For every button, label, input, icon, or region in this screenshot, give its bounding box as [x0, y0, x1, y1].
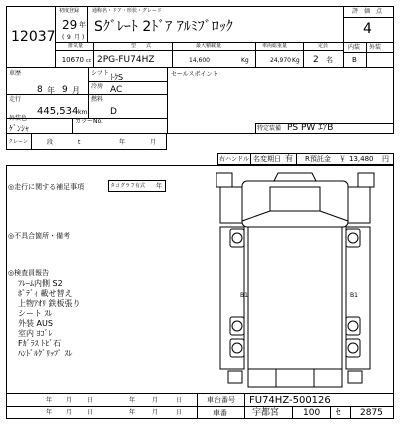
year-unit: 年 [79, 21, 86, 29]
footer-vdiv [197, 394, 198, 419]
report-line: ﾎﾞﾃﾞｨ 載せ替え [18, 289, 73, 298]
inspection-month-unit: 月 [72, 86, 80, 95]
model-value: 2PG-FU74HZ [97, 55, 155, 65]
mileage-label: 走行 [9, 96, 22, 103]
ac-label: 冷房 [91, 83, 104, 90]
crane-vdiv [31, 134, 32, 150]
item1-label: ◎走行に関する補足事項 [8, 183, 85, 191]
recycle-value: 13,480 [349, 155, 374, 163]
max-load-unit: Kg [241, 57, 249, 64]
month-paren-close: ) [82, 34, 85, 41]
grade-text: Sｸﾞﾚｰﾄ 2ﾄﾞｱ ｱﾙﾐﾌﾞﾛｯｸ [94, 19, 233, 35]
exterior-label: 外装 [369, 44, 382, 51]
month-unit: 月 [74, 34, 81, 41]
number-vdiv-3 [350, 406, 351, 419]
damage-mark-b1-left: B1 [240, 292, 248, 299]
number-label: 車番 [213, 409, 227, 417]
model-label: 型 式 [131, 43, 152, 49]
footer-date: 月 [152, 409, 159, 416]
spec-row-mid [56, 50, 343, 51]
footer-date: 日 [176, 397, 183, 404]
month-value: 9 [67, 34, 71, 41]
ext-color-value: ｹﾞﾝｼｬ [9, 124, 29, 133]
year-cell [56, 6, 88, 42]
spec-vdiv-3 [255, 42, 256, 68]
number-vdiv-2 [330, 406, 331, 419]
crane-dan: 段 [47, 139, 54, 146]
inspection-year-unit: 年 [47, 86, 55, 95]
handle-vdiv-2 [296, 153, 297, 165]
item2-label: ◎不具合箇所・備考 [8, 232, 71, 240]
report-line: 外装 AUS [18, 319, 53, 328]
shift-label: シフト [91, 70, 110, 77]
score-cell [343, 6, 394, 68]
gross-weight-label: 車両総重量 [262, 43, 288, 49]
month-paren-open: ( [62, 34, 65, 41]
model-year-label: 初度登録 [59, 8, 80, 14]
handle-label: 右ハンドル [219, 156, 250, 163]
chassis-label: 車台番号 [207, 396, 235, 404]
fuel-value: D [110, 107, 117, 117]
windshield [270, 187, 320, 211]
report-list [18, 279, 81, 358]
seats-unit: 名 [326, 56, 333, 64]
cab-outline [242, 181, 348, 227]
max-load-value: 14,600 [189, 57, 210, 64]
footer-date: 月 [66, 397, 73, 404]
footer-date: 月 [66, 409, 73, 416]
mileage-value: 445,534 [37, 106, 79, 117]
mileage-divider [6, 94, 167, 95]
damage-mark-b1-right: B1 [350, 292, 358, 299]
score-divider-2 [343, 42, 394, 43]
fuel-vdiv [88, 94, 89, 118]
recycle-yen: ￥ [339, 155, 346, 163]
inspection-label: 車歴 [9, 70, 22, 77]
sales-point-label: セールスポイント [171, 71, 219, 78]
equipment-label: 特定装備 [257, 125, 282, 132]
crane-month: 月 [150, 139, 157, 146]
chassis-value: FU74HZ-500126 [249, 395, 331, 406]
info-vdiv [167, 68, 168, 134]
inspection-year: 8 [37, 85, 43, 95]
footer-date: 月 [152, 397, 159, 404]
nameplate-value: 有 [285, 154, 293, 163]
number-region: 宇都宮 [252, 408, 280, 418]
year-value: 29 [62, 18, 78, 32]
recycle-unit: 円 [382, 155, 389, 163]
score-vdiv [366, 42, 367, 68]
left-cab [220, 187, 242, 223]
spec-vdiv-2 [172, 42, 173, 68]
footer-date: 日 [87, 409, 94, 416]
ac-value: AC [110, 85, 123, 95]
number-digits: 2875 [360, 408, 383, 418]
interior-label: 内装 [348, 44, 361, 51]
tacho-unit: 年 [156, 183, 163, 190]
report-line: ﾊﾝﾄﾞﾙｸﾞﾘｯﾌﾟ ｽﾚ [18, 349, 73, 358]
equipment-value: PS PW ｴｱB [287, 123, 334, 133]
max-load-label: 最大積載量 [196, 43, 222, 49]
footer-date: 日 [176, 409, 183, 416]
colorno-vdiv [72, 118, 73, 134]
number-class: 100 [303, 408, 321, 418]
gross-weight-unit: Kg [292, 57, 300, 64]
displacement-unit: cc [86, 58, 92, 64]
footer-date: 年 [46, 409, 53, 416]
name-label: 通称名・ドア・形状・グレード [92, 8, 162, 14]
report-line: 上物ｱｵﾘ 鉄板張り [18, 299, 81, 308]
crane-t: t [78, 139, 81, 146]
nameplate-label: 名変期日 [253, 155, 281, 163]
color-no-label: カラーNo. [75, 118, 103, 125]
score-value: 4 [363, 21, 372, 37]
recycle-label: R預託金 [305, 155, 331, 163]
report-line: Fｶﾞﾗｽ ﾄﾋﾞ石 [18, 339, 62, 348]
seats-label: 定員 [318, 43, 329, 49]
crane-label: クレーン [8, 139, 28, 145]
right-cab [348, 187, 370, 223]
footer-divider [6, 406, 394, 407]
crane-year: 年 [119, 139, 126, 146]
score-divider-3 [343, 52, 394, 53]
report-line: ﾌﾚｰﾑ内側 S2 [18, 279, 63, 288]
number-vdiv-1 [292, 406, 293, 419]
score-label: 評 価 点 [352, 8, 383, 15]
inspection-month: 9 [62, 85, 68, 95]
handle-vdiv-1 [250, 153, 251, 165]
shift-divider [88, 81, 167, 82]
footer-date: 年 [129, 397, 136, 404]
chassis-vdiv [244, 394, 245, 419]
score-divider [343, 17, 394, 18]
number-kana: ｾ [336, 408, 341, 418]
fuel-label: 燃料 [91, 96, 104, 103]
tacho-label: タコグラフ有式 [110, 183, 146, 189]
shift-value: ﾄｸS [110, 73, 124, 82]
spec-vdiv-4 [303, 42, 304, 68]
seats-value: 2 [313, 55, 319, 65]
displacement-label: 排気量 [68, 43, 84, 49]
lot-number: 12037 [11, 29, 56, 45]
item3-label: ◎検査員報告 [8, 269, 50, 277]
footer-date: 年 [46, 397, 53, 404]
ext-color-label: 外装色 [9, 115, 28, 122]
interior-value: B [352, 56, 357, 64]
spec-vdiv-1 [93, 42, 94, 68]
cargo-body [248, 227, 342, 369]
displacement-value: 10670 [61, 56, 84, 64]
truck-diagram [216, 167, 392, 392]
rear-panel [248, 369, 342, 387]
footer-date: 年 [129, 409, 136, 416]
report-line: 室内 ﾖｺﾞﾚ [18, 329, 53, 338]
report-line: シート ｽﾚ [18, 309, 53, 318]
mileage-unit: km [78, 109, 88, 116]
gross-weight-value: 24,970 [270, 57, 291, 64]
footer-date: 日 [87, 397, 94, 404]
